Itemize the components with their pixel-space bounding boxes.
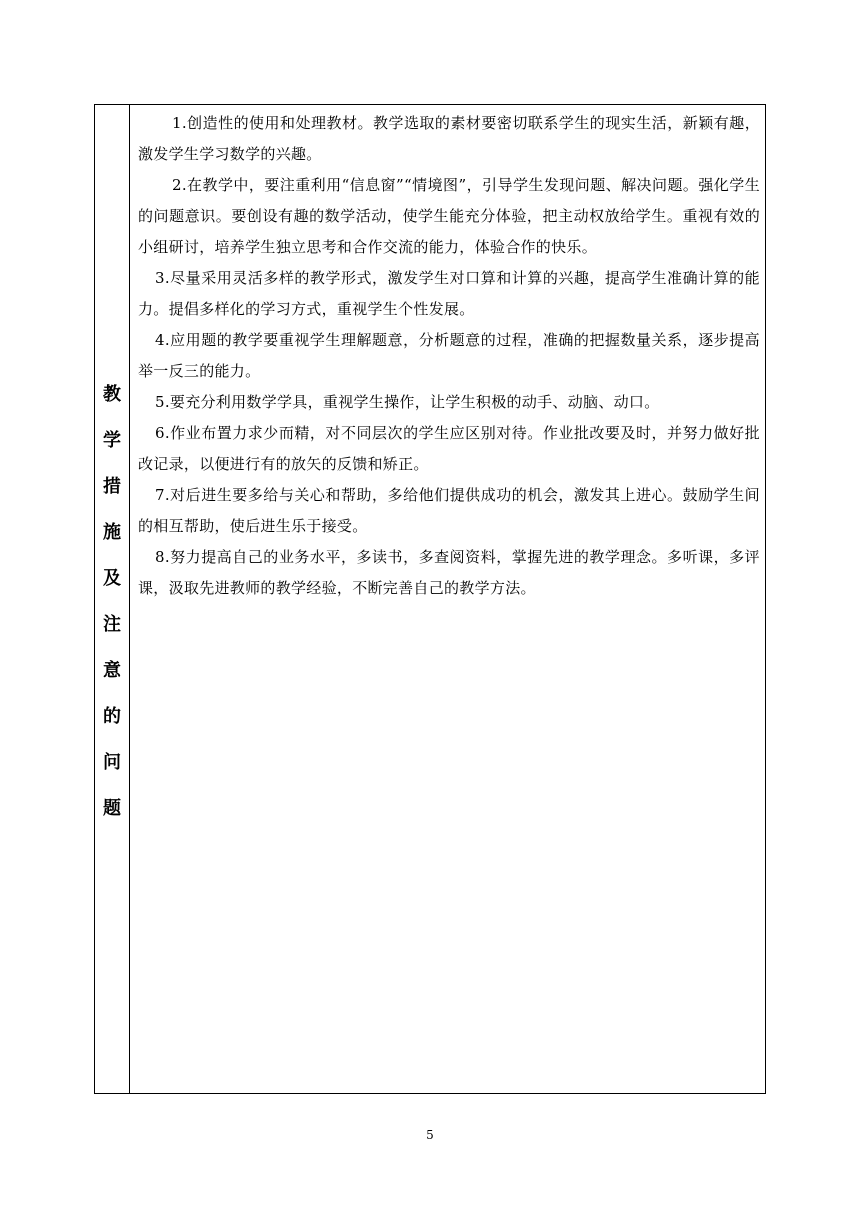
measure-paragraph-6: 6.作业布置力求少而精，对不同层次的学生应区别对待。作业批改要及时，并努力做好批改记录，以便进行有的放矢的反馈和矫正。	[138, 424, 760, 473]
measure-paragraph-1: 1.创造性的使用和处理教材。教学选取的素材要密切联系学生的现实生活，新颖有趣，激发学生学习数学的兴趣。	[138, 114, 760, 163]
label-char: 措	[103, 476, 121, 497]
measure-paragraph-5: 5.要充分利用数学学具，重视学生操作，让学生积极的动手、动脑、动口。	[155, 393, 660, 411]
label-char: 的	[103, 706, 121, 727]
measures-content	[138, 108, 760, 604]
measure-paragraph-8: 8.努力提高自己的业务水平，多读书，多查阅资料，掌握先进的教学理念。多听课，多评课，汲取先进教师的教学经验，不断完善自己的教学方法。	[138, 548, 760, 597]
measure-paragraph-3: 3.尽量采用灵活多样的教学形式，激发学生对口算和计算的兴趣，提高学生准确计算的能力。提倡多样化的学习方式，重视学生个性发展。	[138, 269, 760, 318]
label-char: 教	[103, 384, 121, 405]
label-char: 题	[103, 798, 121, 819]
label-char: 施	[103, 522, 121, 543]
measure-paragraph-2: 2.在教学中，要注重利用“信息窗”“情境图”，引导学生发现问题、解决问题。强化学生的问题意识。要创设有趣的数学活动，使学生能充分体验，把主动权放给学生。重视有效的小组研讨，培养学生独立思考和合作交流的能力，体验合作的快乐。	[138, 176, 760, 256]
page-number: 5	[426, 1128, 434, 1142]
label-char: 及	[103, 568, 121, 589]
row-label-teaching-measures	[95, 378, 129, 838]
column-divider	[129, 104, 130, 1094]
measure-paragraph-7: 7.对后进生要多给与关心和帮助，多给他们提供成功的机会，激发其上进心。鼓励学生间的相互帮助，使后进生乐于接受。	[138, 486, 760, 535]
label-char: 注	[103, 614, 121, 635]
label-char: 学	[103, 430, 121, 451]
measure-paragraph-4: 4.应用题的教学要重视学生理解题意，分析题意的过程，准确的把握数量关系，逐步提高举一反三的能力。	[138, 331, 760, 380]
label-char: 问	[103, 752, 121, 773]
label-char: 意	[103, 660, 121, 681]
